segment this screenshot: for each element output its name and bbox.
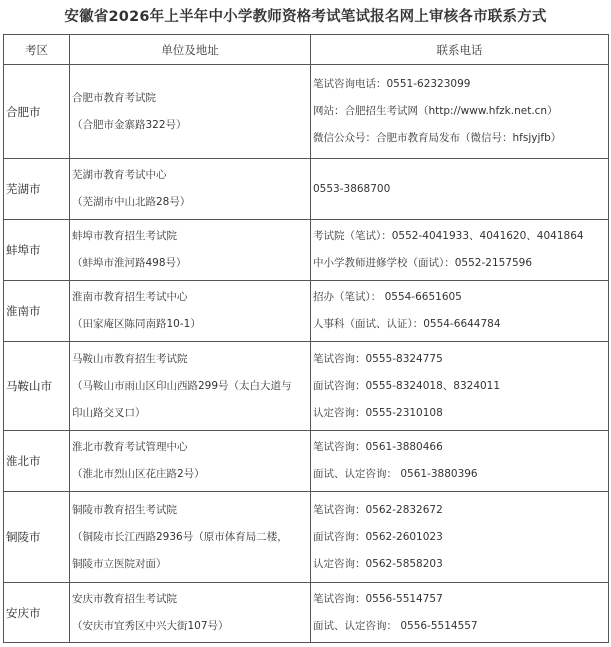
contact-cell [311,159,609,220]
region-cell: 马鞍山市 [4,342,70,431]
contact-line: 微信公众号：合肥市教育局发布（微信号：hfsjyjfb） [313,132,562,144]
unit-name: 马鞍山市教育招生考试院 [72,352,188,365]
region-cell: 合肥市 [4,65,70,159]
contact-line: 笔试咨询：0556-5514757 [313,592,443,605]
contact-table [3,34,609,643]
unit-name: 铜陵市教育招生考试院 [72,503,177,516]
unit-address: （铜陵市长江西路2936号（原市体育局二楼， [72,530,288,543]
region-cell: 蚌埠市 [4,220,70,281]
contact-line: 认定咨询：0562-5858203 [313,557,443,570]
unit-address-cell [70,492,311,583]
contact-cell [311,583,609,643]
unit-address: （田家庵区陈同南路10-1） [72,318,201,330]
unit-address: 印山路交叉口） [72,406,146,419]
table-header-row [4,35,609,65]
table-row-bengbu [4,220,609,281]
contact-line: 招办（笔试）： 0554-6651605 [313,291,462,303]
header-contact: 联系电话 [311,35,609,65]
unit-name: 芜湖市教育考试中心 [72,169,167,181]
unit-address: （淮北市烈山区花庄路2号） [72,468,205,480]
contact-line: 笔试咨询：0555-8324775 [313,352,443,365]
contact-line: 人事科（面试、认证）：0554-6644784 [313,318,501,330]
contact-line: 0553-3868700 [313,182,391,195]
header-unit: 单位及地址 [70,35,311,65]
contact-cell [311,65,609,159]
contact-cell [311,431,609,492]
contact-cell [311,281,609,342]
region-cell: 芜湖市 [4,159,70,220]
unit-address-cell [70,431,311,492]
unit-address: （安庆市宜秀区中兴大街107号） [72,619,229,632]
contact-line: 笔试咨询电话：0551-62323099 [313,78,471,90]
unit-address-cell [70,583,311,643]
region-cell: 淮北市 [4,431,70,492]
contact-cell [311,342,609,431]
unit-name: 淮北市教育考试管理中心 [72,441,188,453]
header-region: 考区 [4,35,70,65]
contact-line: 笔试咨询：0562-2832672 [313,503,443,516]
table-row-huainan [4,281,609,342]
unit-address-cell [70,65,311,159]
contact-line: 面试、认定咨询： 0561-3880396 [313,468,478,480]
table-row-hefei [4,65,609,159]
contact-line: 面试咨询：0555-8324018、8324011 [313,379,501,392]
unit-name: 淮南市教育招生考试中心 [72,291,188,303]
table-row-wuhu [4,159,609,220]
contact-cell [311,220,609,281]
unit-address-cell [70,281,311,342]
unit-address: （马鞍山市雨山区印山西路299号（太白大道与 [72,379,292,392]
table-row-maanshan [4,342,609,431]
contact-line: 认定咨询：0555-2310108 [313,406,443,419]
contact-cell [311,492,609,583]
unit-address-cell [70,220,311,281]
unit-address-cell [70,159,311,220]
contact-line: 考试院（笔试）：0552-4041933、4041620、4041864 [313,230,584,242]
contact-line: 中小学教师进修学校（面试）：0552-2157596 [313,257,533,269]
region-cell: 铜陵市 [4,492,70,583]
page-title: 安徽省2026年上半年中小学教师资格考试笔试报名网上审核各市联系方式 [64,9,547,25]
region-cell: 淮南市 [4,281,70,342]
contact-line: 面试咨询：0562-2601023 [313,530,443,543]
table-row-huaibei [4,431,609,492]
unit-address-cell [70,342,311,431]
unit-address: （蚌埠市淮河路498号） [72,257,187,269]
contact-line: 网站：合肥招生考试网（http://www.hfzk.net.cn） [313,105,558,117]
table-row-tongling [4,492,609,583]
contact-line: 笔试咨询：0561-3880466 [313,441,443,453]
unit-address: （合肥市金寨路322号） [72,118,187,131]
unit-name: 蚌埠市教育招生考试院 [72,230,177,242]
table-row-anqing [4,583,609,643]
unit-name: 安庆市教育招生考试院 [72,592,177,605]
unit-name: 合肥市教育考试院 [72,91,156,104]
region-cell: 安庆市 [4,583,70,643]
unit-address: 铜陵市立医院对面） [72,557,167,570]
unit-address: （芜湖市中山北路28号） [72,196,191,208]
contact-line: 面试、认定咨询： 0556-5514557 [313,619,478,632]
